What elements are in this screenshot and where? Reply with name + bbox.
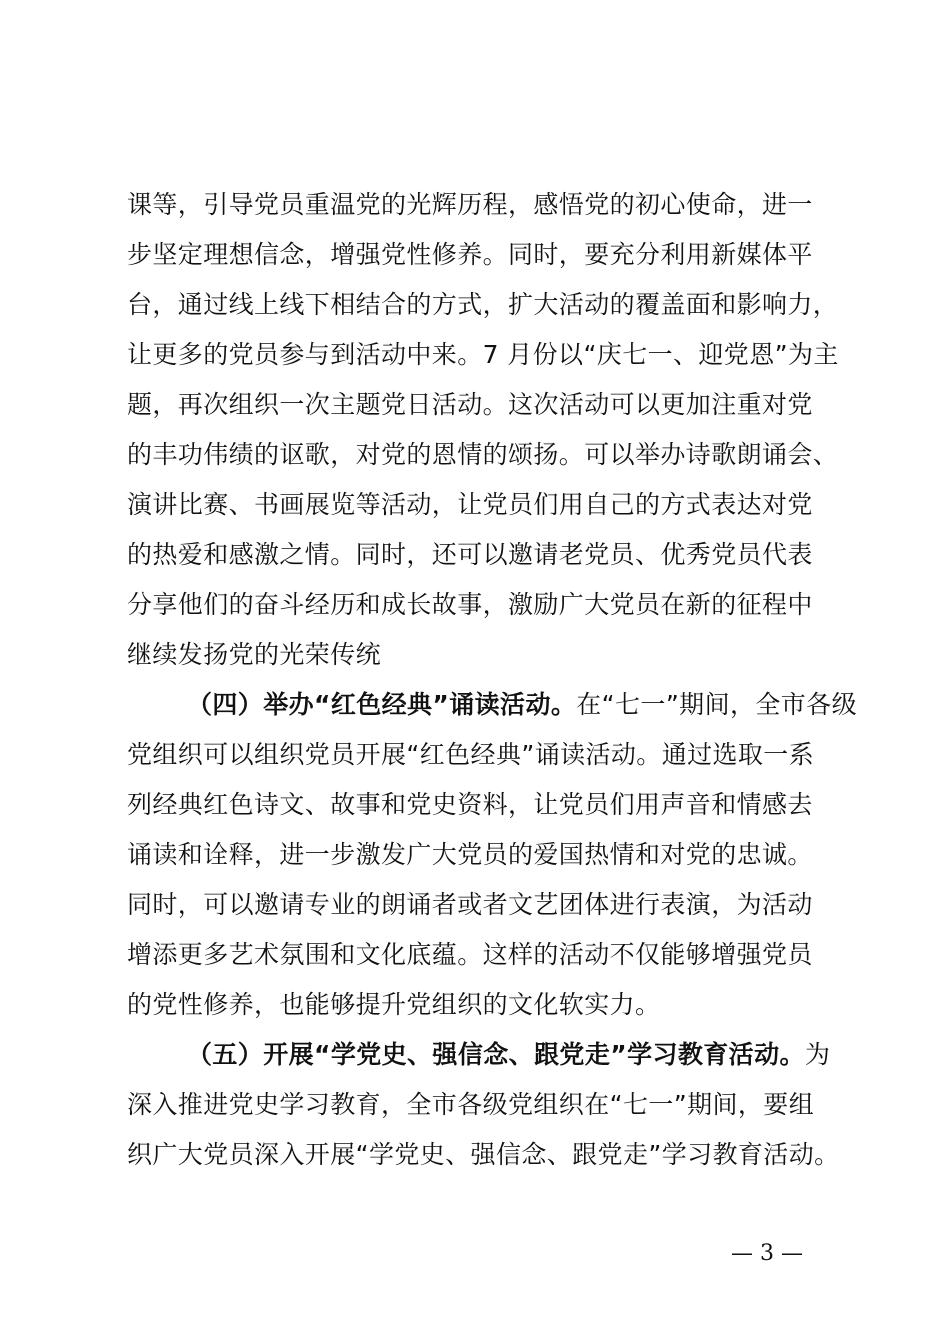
section-4-line: 党组织可以组织党员开展“红色经典”诵读活动。通过选取一系 bbox=[127, 740, 815, 769]
section-5-line: 织广大党员深入开展“学党史、强信念、跟党走”学习教育活动。 bbox=[127, 1140, 840, 1169]
paragraph-line: 课等，引导党员重温党的光辉历程，感悟党的初心使命，进一 bbox=[127, 190, 813, 219]
section-4-line: 诵读和诠释，进一步激发广大党员的爱国热情和对党的忠诚。 bbox=[127, 840, 813, 869]
section-4-line: 同时，可以邀请专业的朗诵者或者文艺团体进行表演，为活动 bbox=[127, 890, 813, 919]
paragraph-line: 分享他们的奋斗经历和成长故事，激励广大党员在新的征程中 bbox=[127, 590, 813, 619]
paragraph-line: 台，通过线上线下相结合的方式，扩大活动的覆盖面和影响力， bbox=[127, 290, 839, 319]
section-4-first-line-text: 在“七一”期间，全市各级 bbox=[576, 690, 857, 719]
section-4-line: 增添更多艺术氛围和文化底蕴。这样的活动不仅能够增强党员 bbox=[127, 940, 813, 969]
section-4-first-line bbox=[187, 680, 927, 730]
section-4-line: 的党性修养，也能够提升党组织的文化软实力。 bbox=[127, 990, 661, 1019]
paragraph-line: 步坚定理想信念，增强党性修养。同时，要充分利用新媒体平 bbox=[127, 240, 813, 269]
page-number: — 3 — bbox=[731, 1241, 803, 1266]
paragraph-line: 的丰功伟绩的讴歌，对党的恩情的颂扬。可以举办诗歌朗诵会、 bbox=[127, 440, 839, 469]
paragraph-line: 继续发扬党的光荣传统 bbox=[127, 640, 382, 669]
section-5-first-line bbox=[187, 1030, 927, 1080]
paragraph-line: 题，再次组织一次主题党日活动。这次活动可以更加注重对党 bbox=[127, 390, 813, 419]
section-5-heading: （五）开展“学党史、强信念、跟党走”学习教育活动。 bbox=[187, 1040, 805, 1069]
section-5-first-line-text: 为 bbox=[804, 1040, 831, 1069]
section-5-line: 深入推进党史学习教育，全市各级党组织在“七一”期间，要组 bbox=[127, 1090, 815, 1119]
section-4-heading: （四）举办“红色经典”诵读活动。 bbox=[187, 690, 577, 719]
paragraph-line: 演讲比赛、书画展览等活动，让党员们用自己的方式表达对党 bbox=[127, 490, 813, 519]
section-4-line: 列经典红色诗文、故事和党史资料，让党员们用声音和情感去 bbox=[127, 790, 813, 819]
paragraph-line: 让更多的党员参与到活动中来。7 月份以“庆七一、迎党恩”为主 bbox=[127, 340, 839, 369]
paragraph-line: 的热爱和感激之情。同时，还可以邀请老党员、优秀党员代表 bbox=[127, 540, 813, 569]
